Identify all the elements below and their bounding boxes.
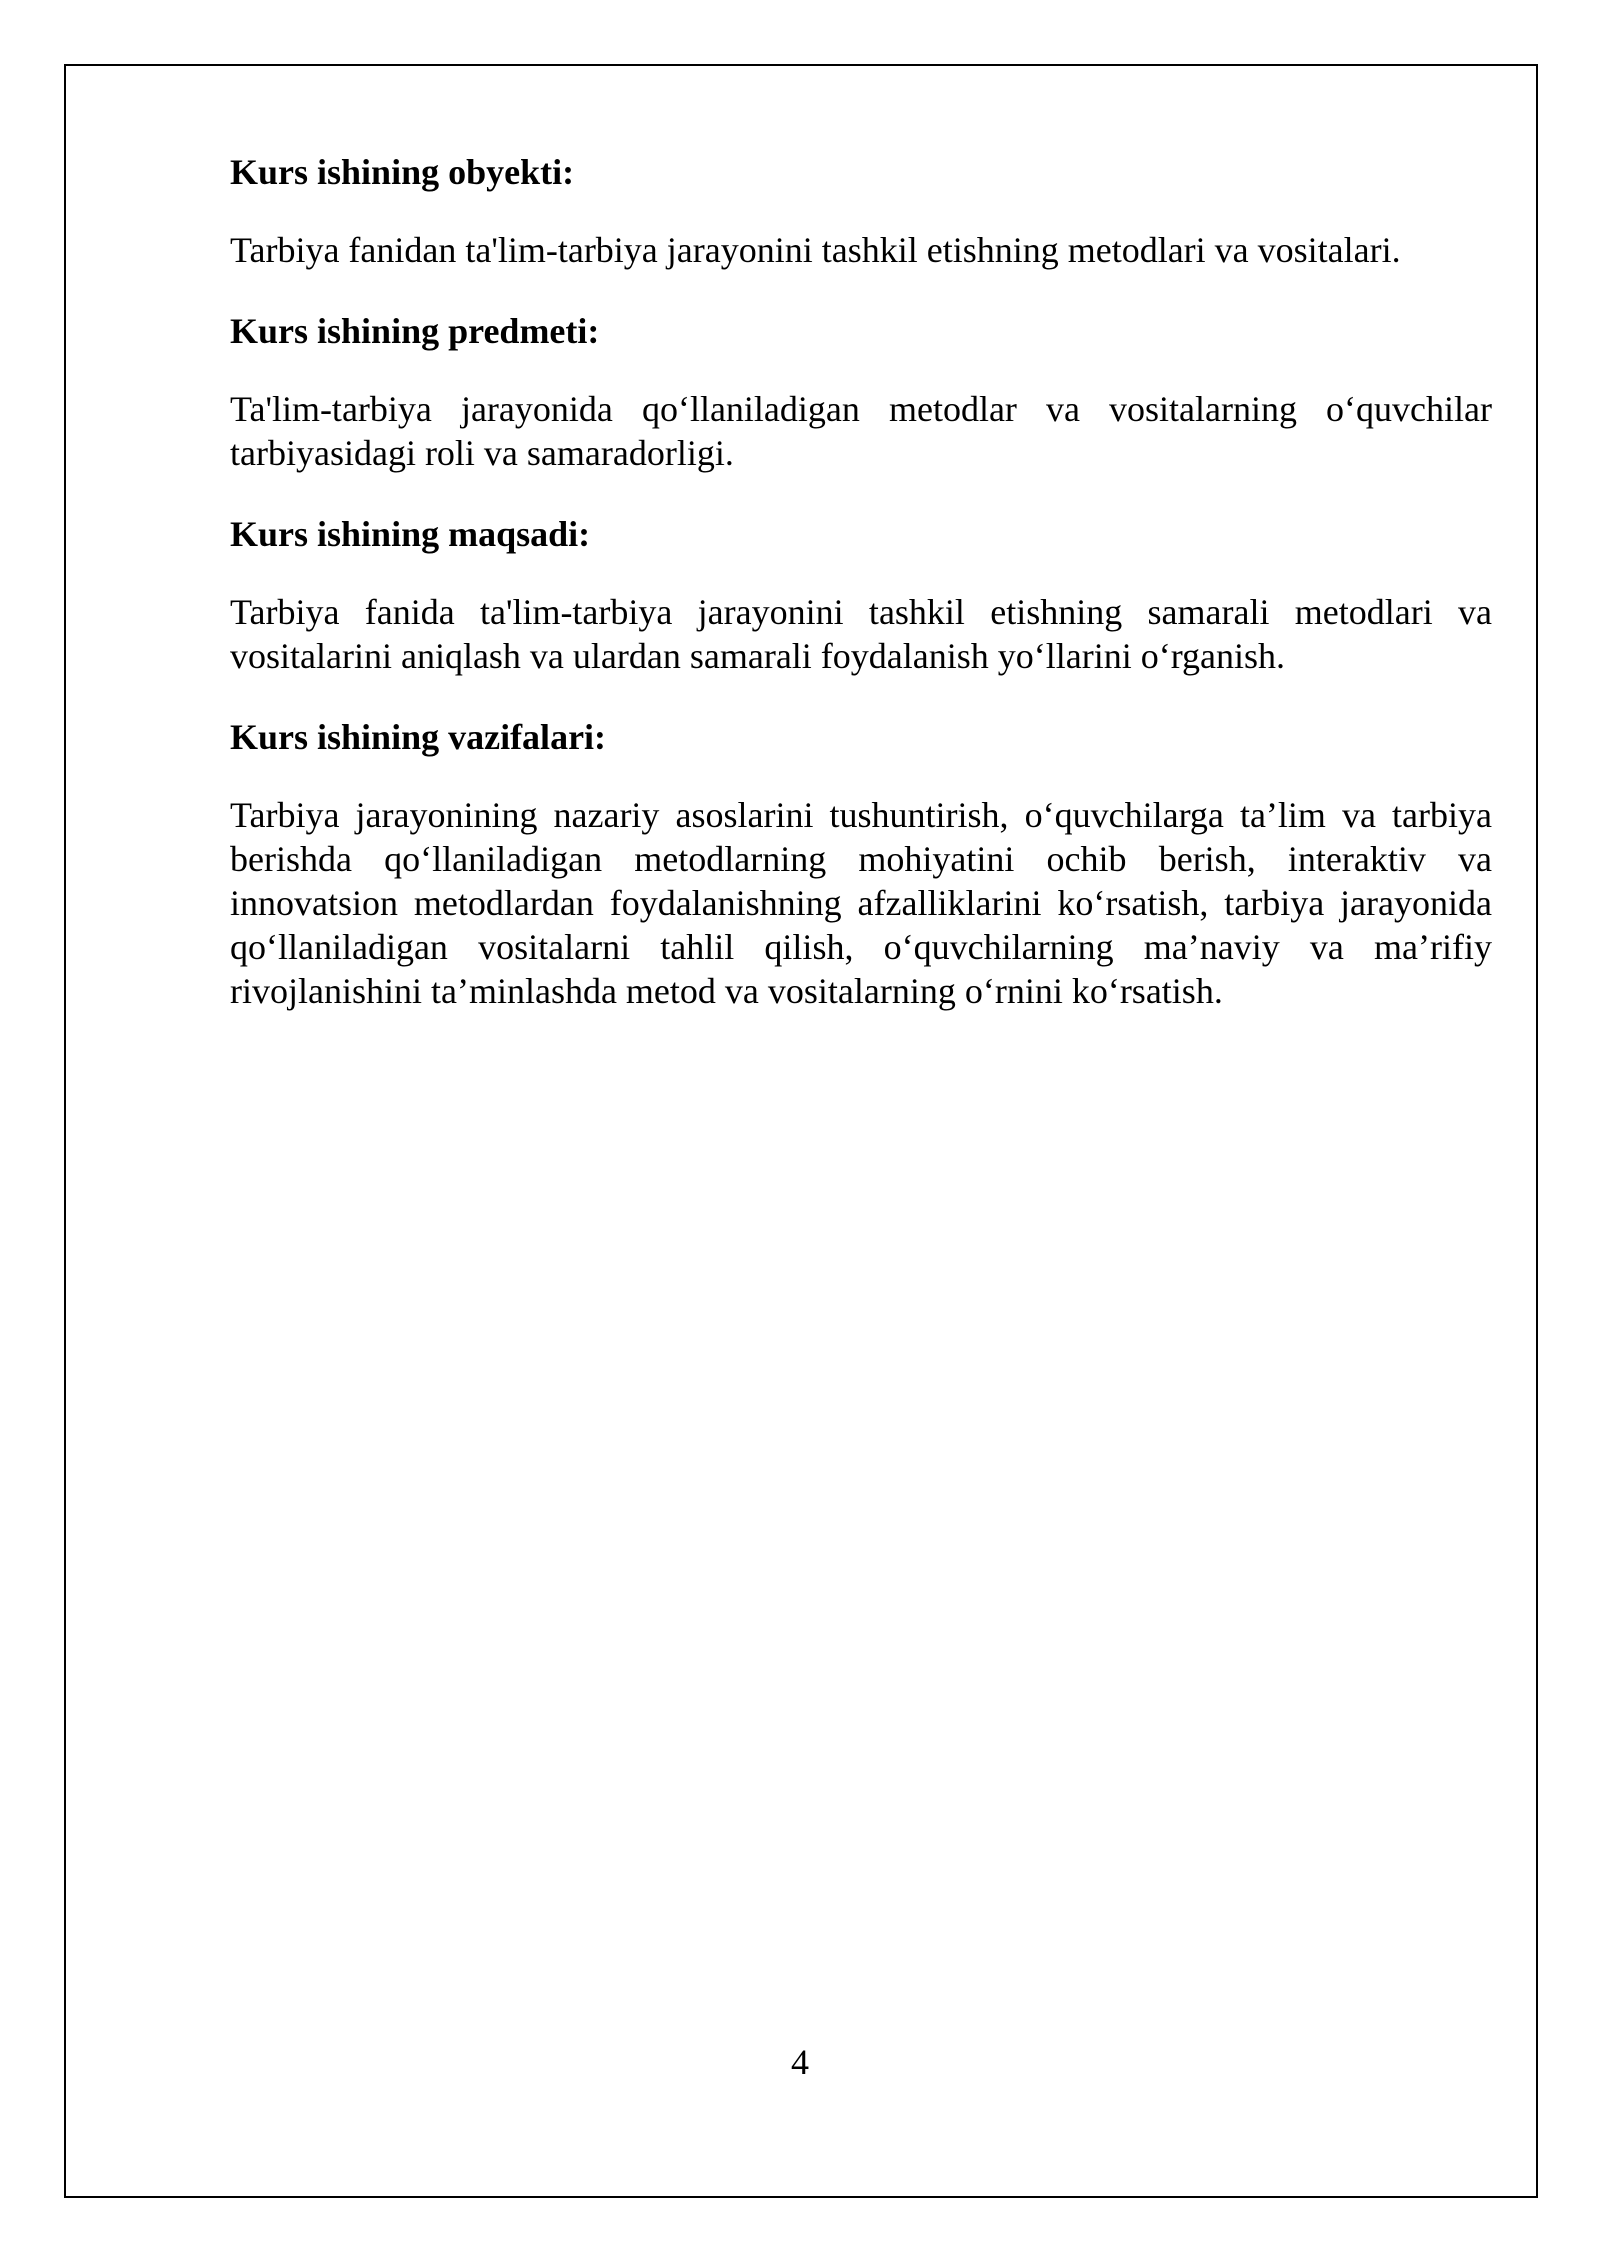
section-heading-predmeti: Kurs ishining predmeti: <box>230 311 600 351</box>
section-text-vazifalari: Tarbiya jarayonining nazariy asoslarini tushuntirish, o‘quvchilarga ta’lim va tarbiya berishda qo‘llaniladigan metodlarning mohiyatini ochib berish, interaktiv va innovatsion metodlardan foydalanishning afzalliklarini ko‘rsatish, tarbiya jarayonida qo‘llaniladigan vositalarni tahlil qilish, o‘quvchilarning ma’naviy va ma’rifiy rivojlanishini ta’minlashda metod va vositalarning o‘rnini ko‘rsatish. <box>230 795 1492 1011</box>
section-heading-vazifalari: Kurs ishining vazifalari: <box>230 717 607 757</box>
document-body <box>230 150 1492 1050</box>
section-heading-obyekti: Kurs ishining obyekti: <box>230 152 575 192</box>
section-heading-maqsadi: Kurs ishining maqsadi: <box>230 514 591 554</box>
section-text-predmeti: Ta'lim-tarbiya jarayonida qo‘llaniladigan metodlar va vositalarning o‘quvchilar tarbiyasidagi roli va samaradorligi. <box>230 389 1492 473</box>
section-text-obyekti: Tarbiya fanidan ta'lim-tarbiya jarayonini tashkil etishning metodlari va vositalari. <box>230 230 1401 270</box>
section-text-maqsadi: Tarbiya fanida ta'lim-tarbiya jarayonini tashkil etishning samarali metodlari va vositalarini aniqlash va ulardan samarali foydalanish yo‘llarini o‘rganish. <box>230 592 1492 676</box>
page-number: 4 <box>791 2042 809 2082</box>
